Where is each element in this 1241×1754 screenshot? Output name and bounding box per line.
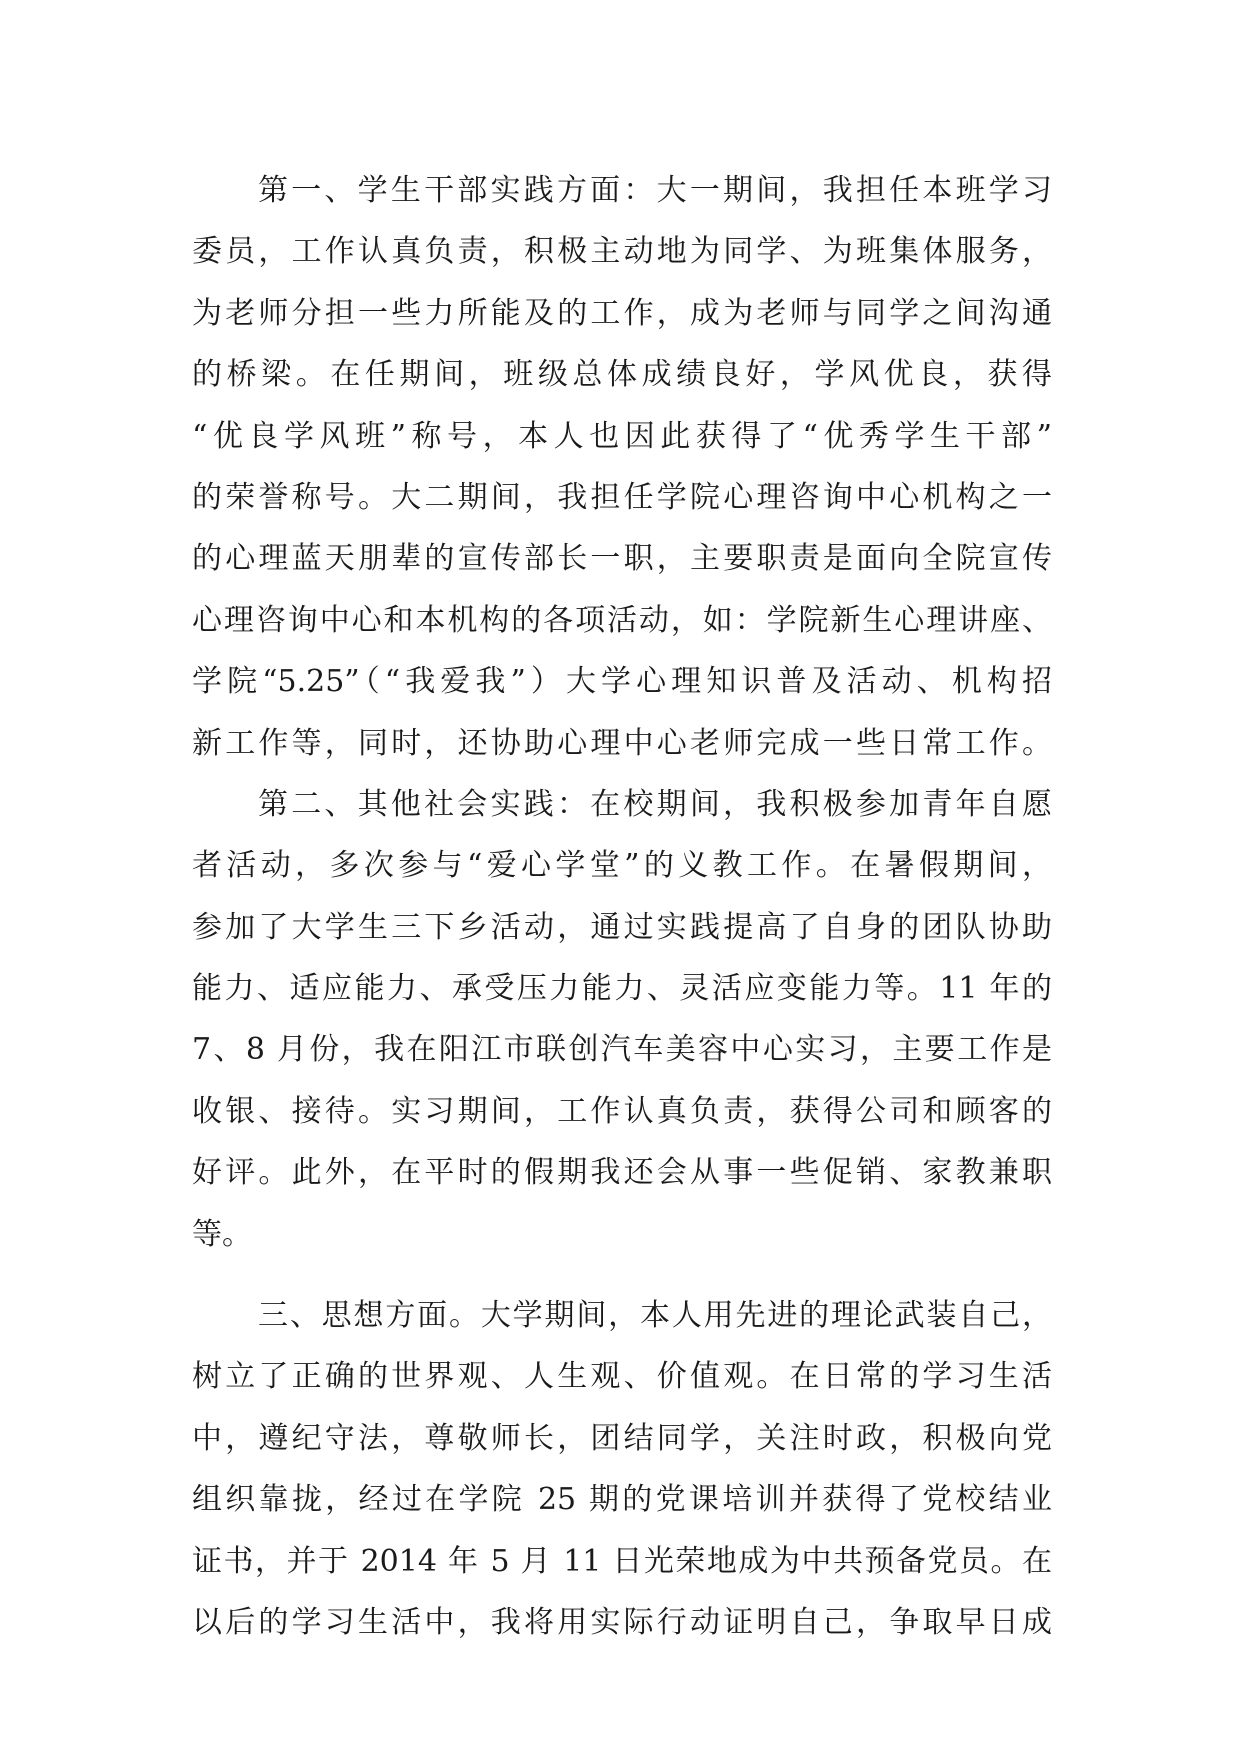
document-body bbox=[192, 160, 1052, 1653]
text-line: 收银、接待。实习期间，工作认真负责，获得公司和顾客的 bbox=[192, 1093, 1052, 1129]
text-line: 的桥梁。在任期间，班级总体成绩良好，学风优良，获得 bbox=[192, 357, 1052, 393]
text-line: 为老师分担一些力所能及的工作，成为老师与同学之间沟通 bbox=[192, 295, 1052, 331]
text-line: 中，遵纪守法，尊敬师长，团结同学，关注时政，积极向党 bbox=[192, 1420, 1052, 1456]
text-line: 树立了正确的世界观、人生观、价值观。在日常的学习生活 bbox=[192, 1359, 1052, 1395]
text-line: 的心理蓝天朋辈的宣传部长一职，主要职责是面向全院宣传 bbox=[192, 541, 1052, 577]
text-line: 者活动，多次参与“爱心学堂”的义教工作。在暑假期间， bbox=[192, 848, 1052, 884]
paragraph-student-cadre-practice bbox=[192, 160, 1052, 774]
text-line: 好评。此外，在平时的假期我还会从事一些促销、家教兼职 bbox=[192, 1155, 1052, 1191]
text-line: 参加了大学生三下乡活动，通过实践提高了自身的团队协助 bbox=[192, 909, 1052, 945]
text-line: 学院“5.25”（“我爱我”）大学心理知识普及活动、机构招 bbox=[192, 664, 1052, 700]
text-line: 第二、其他社会实践：在校期间，我积极参加青年自愿 bbox=[258, 786, 1052, 822]
text-line: 委员，工作认真负责，积极主动地为同学、为班集体服务， bbox=[192, 234, 1052, 270]
text-line: 心理咨询中心和本机构的各项活动，如：学院新生心理讲座、 bbox=[192, 602, 1052, 638]
paragraph-ideology bbox=[192, 1285, 1052, 1653]
text-line: 第一、学生干部实践方面：大一期间，我担任本班学习 bbox=[258, 173, 1052, 208]
text-line: 三、思想方面。大学期间，本人用先进的理论武装自己， bbox=[258, 1298, 1052, 1334]
text-line: 以后的学习生活中，我将用实际行动证明自己，争取早日成 bbox=[192, 1604, 1052, 1640]
text-line: 新工作等，同时，还协助心理中心老师完成一些日常工作。 bbox=[192, 725, 1052, 761]
text-line: “优良学风班”称号，本人也因此获得了“优秀学生干部” bbox=[192, 418, 1052, 454]
text-line: 能力、适应能力、承受压力能力、灵活应变能力等。11 年的 bbox=[192, 971, 1052, 1007]
text-line: 组织靠拢，经过在学院 25 期的党课培训并获得了党校结业 bbox=[192, 1482, 1052, 1518]
text-line: 的荣誉称号。大二期间，我担任学院心理咨询中心机构之一 bbox=[192, 479, 1052, 515]
text-line: 等。 bbox=[192, 1216, 252, 1252]
text-line: 证书，并于 2014 年 5 月 11 日光荣地成为中共预备党员。在 bbox=[192, 1543, 1052, 1579]
text-line: 7、8 月份，我在阳江市联创汽车美容中心实习，主要工作是 bbox=[192, 1032, 1052, 1068]
paragraph-social-practice bbox=[192, 774, 1052, 1265]
paragraph-spacing bbox=[192, 1265, 1052, 1285]
